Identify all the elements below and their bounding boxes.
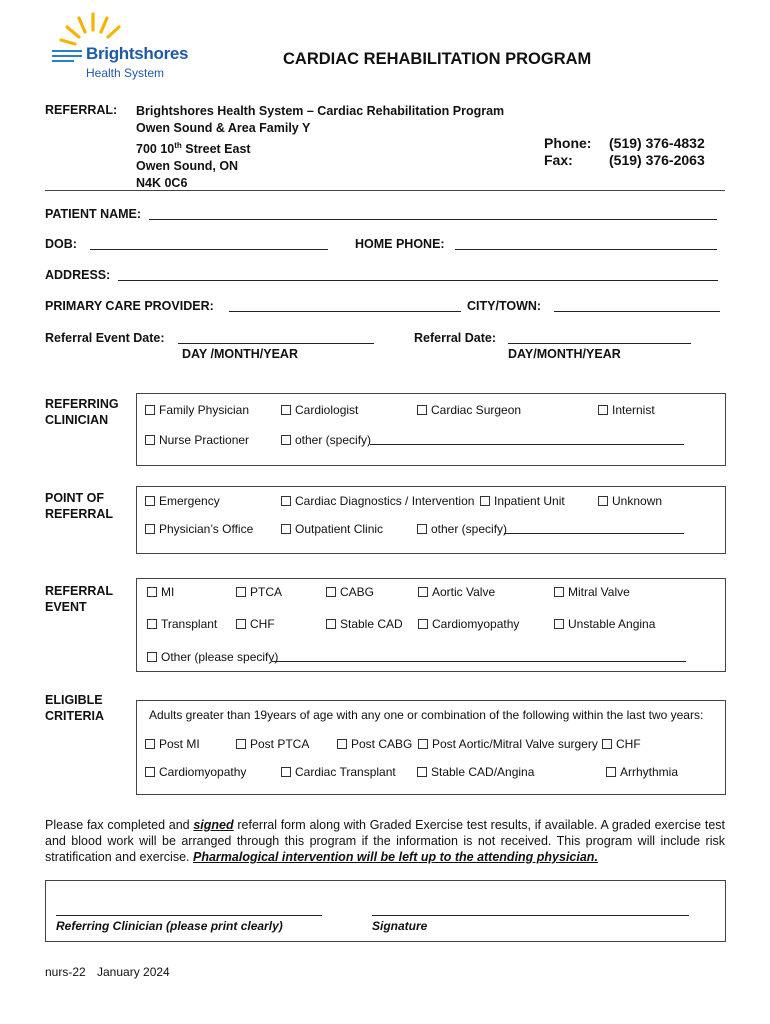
checkbox-cardiologist[interactable] [281,403,358,417]
form-date: January 2024 [97,965,170,979]
option-label: Stable CAD [340,617,403,631]
checkbox-cabg[interactable] [326,585,374,599]
option-label: other (specify) [431,522,508,536]
primary-care-field[interactable] [229,299,461,312]
checkbox-cardiac-transplant[interactable] [281,765,396,779]
checkbox-eligible-cardiomyopathy[interactable] [145,765,246,779]
referral-line-2: Owen Sound & Area Family Y [136,121,311,135]
dob-label: DOB: [45,237,77,251]
referral-date-label: Referral Date: [414,331,496,345]
option-label: Stable CAD/Angina [431,765,535,779]
option-label: Arrhythmia [620,765,679,779]
option-label: Cardiac Transplant [295,765,396,779]
option-label: CABG [340,585,375,599]
date-format-hint-1: DAY /MONTH/YEAR [182,347,298,361]
section-label-line: REFERRING [45,397,119,411]
checkbox-clinician-other[interactable] [281,433,371,447]
primary-care-label: PRIMARY CARE PROVIDER: [45,299,214,313]
referral-line-5: N4K 0C6 [136,176,188,191]
date-format-hint-2: DAY/MONTH/YEAR [508,347,621,361]
signature-field[interactable] [372,903,689,916]
referral-event-date-label: Referral Event Date: [45,331,165,345]
option-label: Unknown [612,494,663,508]
checkbox-post-ptca[interactable] [236,737,309,751]
option-label: Post CABG [351,737,413,751]
event-other-field[interactable] [272,649,686,662]
option-label: Post MI [159,737,200,751]
logo-name: Brightshores [86,44,189,63]
option-label: Cardiomyopathy [432,617,520,631]
option-label: Cardiomyopathy [159,765,247,779]
option-label: Emergency [159,494,220,508]
fax-label: Fax: [544,152,573,168]
section-label-line: REFERRAL [45,584,114,598]
option-label: other (specify) [295,433,372,447]
checkbox-nurse-practioner[interactable] [145,433,249,447]
checkbox-internist[interactable] [598,403,655,417]
checkbox-mitral-valve[interactable] [554,585,630,599]
option-label: MI [161,585,175,599]
referral-line-1: Brightshores Health System – Cardiac Rehabilitation Program [136,104,505,118]
option-label: Physician’s Office [159,522,254,536]
referral-label: REFERRAL: [45,103,118,117]
instructions-text: referral form along with Graded Exercise test results, if available. A graded exercise test and blood work will be arranged through this program if the information is not received. This program will include risk stratification and exercise. [45,818,725,864]
clinician-name-field[interactable] [56,903,322,916]
checkbox-mi[interactable] [147,585,174,599]
point-of-referral-label [45,490,113,522]
checkbox-physicians-office[interactable] [145,522,253,536]
checkbox-cardiac-surgeon[interactable] [417,403,521,417]
option-label: Nurse Practioner [159,433,250,447]
option-label: Internist [612,403,655,417]
option-label: CHF [616,737,641,751]
address-label: ADDRESS: [45,268,111,282]
option-label: Cardiac Diagnostics / Intervention [295,494,475,508]
street-name: Street East [181,142,251,157]
checkbox-stable-cad[interactable] [326,617,403,631]
home-phone-field[interactable] [455,237,717,250]
clinician-other-field[interactable] [370,432,684,445]
checkbox-aortic-valve[interactable] [418,585,495,599]
checkbox-transplant[interactable] [147,617,217,631]
referral-line-3 [136,137,504,158]
phone-number: (519) 376-4832 [609,135,705,151]
logo-lines [52,50,82,62]
contact-block [544,135,705,169]
checkbox-arrhythmia[interactable] [606,765,678,779]
patient-name-label: PATIENT NAME: [45,207,142,221]
fax-number: (519) 376-2063 [609,152,705,168]
checkbox-cardiac-diagnostics[interactable] [281,494,474,508]
referral-other-field[interactable] [504,521,684,534]
city-town-label: CITY/TOWN: [467,299,542,313]
referral-event-label [45,583,113,615]
option-label: Post Aortic/Mitral Valve surgery [432,737,598,751]
section-label-line: CLINICIAN [45,413,109,427]
option-label: PTCA [250,585,283,599]
section-label-line: ELIGIBLE [45,693,103,707]
option-label: Inpatient Unit [494,494,565,508]
referral-event-date-field[interactable] [178,331,374,344]
option-label: Cardiologist [295,403,359,417]
checkbox-emergency[interactable] [145,494,220,508]
form-code: nurs-22 [45,965,86,979]
checkbox-unstable-angina[interactable] [554,617,655,631]
checkbox-post-cabg[interactable] [337,737,412,751]
checkbox-event-other[interactable] [147,650,278,664]
page-title: CARDIAC REHABILITATION PROGRAM [283,50,592,68]
pharmacological-emphasis: Pharmalogical intervention will be left up to the attending physician. [193,850,598,864]
option-label: Transplant [161,617,218,631]
signed-emphasis: signed [193,818,234,832]
checkbox-unknown[interactable] [598,494,662,508]
home-phone-label: HOME PHONE: [355,237,445,251]
logo-subtitle: Health System [86,66,165,80]
checkbox-outpatient-clinic[interactable] [281,522,383,536]
referral-address [136,103,504,192]
clinician-name-label: Referring Clinician (please print clearly) [56,919,283,933]
phone-label: Phone: [544,135,592,151]
checkbox-post-valve-surgery[interactable] [418,737,598,751]
eligible-criteria-label [45,692,104,724]
referral-date-field[interactable] [508,331,691,344]
option-label: Mitral Valve [568,585,630,599]
option-label: Cardiac Surgeon [431,403,522,417]
checkbox-referral-other[interactable] [417,522,507,536]
eligibility-intro: Adults greater than 19years of age with any one or combination of the following within the last two years: [149,708,704,722]
brightshores-logo [48,10,198,82]
referral-line-4: Owen Sound, ON [136,159,239,174]
patient-name-field[interactable] [149,207,717,220]
option-label: Family Physician [159,403,250,417]
checkbox-post-mi[interactable] [145,737,200,751]
option-label: Outpatient Clinic [295,522,384,536]
section-label-line: EVENT [45,600,87,614]
instructions-paragraph [45,817,725,865]
section-label-line: CRITERIA [45,709,105,723]
checkbox-ptca[interactable] [236,585,282,599]
city-town-field[interactable] [554,299,720,312]
referring-clinician-label [45,396,119,428]
dob-field[interactable] [90,237,328,250]
instructions-text: Please fax completed and [45,818,194,832]
address-field[interactable] [118,268,718,281]
street-suffix: th [174,141,182,150]
checkbox-inpatient-unit[interactable] [480,494,565,508]
option-label: Aortic Valve [432,585,496,599]
street-number: 700 10 [136,142,175,157]
checkbox-eligible-chf[interactable] [602,737,641,751]
section-label-line: REFERRAL [45,507,114,521]
option-label: Other (please specify) [161,650,279,664]
section-label-line: POINT OF [45,491,105,505]
checkbox-stable-cad-angina[interactable] [417,765,534,779]
signature-label: Signature [372,919,428,933]
checkbox-cardiomyopathy[interactable] [418,617,519,631]
divider [45,190,725,191]
option-label: Post PTCA [250,737,310,751]
option-label: CHF [250,617,275,631]
checkbox-chf[interactable] [236,617,275,631]
option-label: Unstable Angina [568,617,656,631]
checkbox-family-physician[interactable] [145,403,249,417]
